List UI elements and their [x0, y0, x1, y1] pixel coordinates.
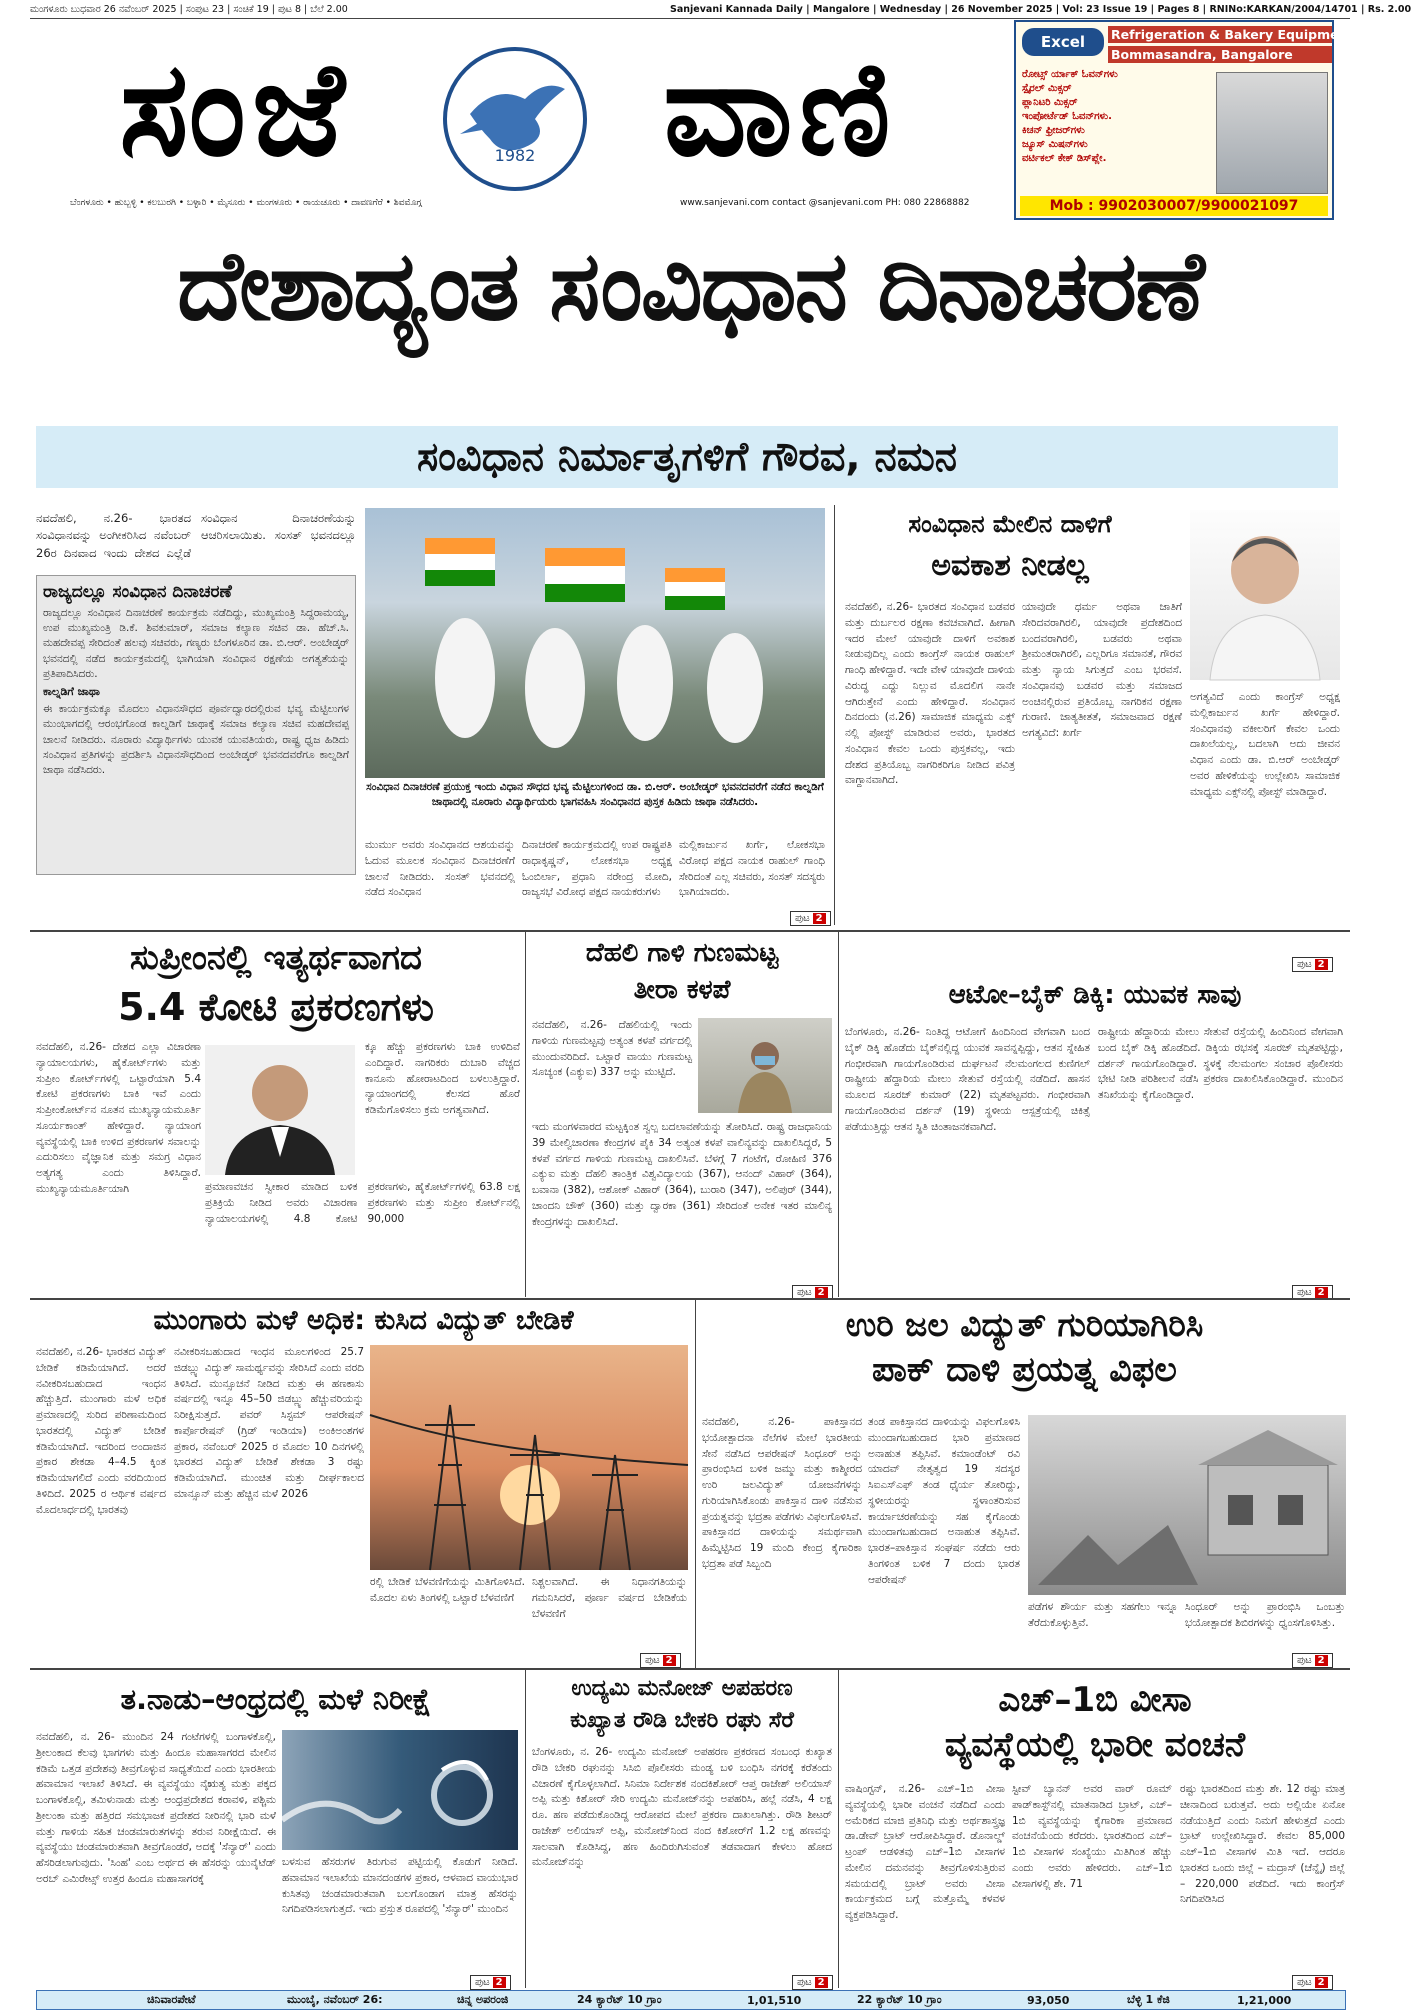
ad-mobile: Mob : 9902030007/9900021097: [1020, 196, 1328, 216]
rahul-col2: ಯಾವುದೇ ಧರ್ಮ ಅಥವಾ ಜಾತಿಗೆ ಸೇರಿದವರಾಗಿರಲಿ, ಯಾವುದೇ ಪ್ರದೇಶದಿಂದ ಬಂದವರಾಗಿರಲಿ, ಬಡವರು ಅಥವಾ ಶ್ರೀಮಂತರಾಗಿರಲಿ, ಎಲ್ಲರಿಗೂ ಸಮಾನತೆ, ಗೌರವ ಮತ್ತು ನ್ಯಾಯ ಸಿಗುತ್ತದೆ ಎಂಬ ಭರವಸೆ. ಸಂವಿಧಾನವು ಬಡವರ ಮತ್ತು ಸಮಾಜದ ಅಂಚಿನಲ್ಲಿರುವ ಪ್ರತಿಯೊಬ್ಬ ನಾಗರಿಕನ ರಕ್ಷಣಾ ಗುರಾಣಿ. ಜಾತ್ಯತೀತತೆ, ಸಮಾಜವಾದ ರಕ್ಷಣೆ ಅಗತ್ಯವಿದೆ: ಖರ್ಗೆ: [1022, 601, 1182, 739]
auto-col2: ರಾಷ್ಟ್ರೀಯ ಹೆದ್ದಾರಿಯ ಮೇಲು ಸೇತುವೆ ರಸ್ತೆಯಲ್ಲಿ ಹಿಂದಿನಿಂದ ವೇಗವಾಗಿ ಬಂದ ಬೈಕ್ ಡಿಕ್ಕಿ ಹೊಡೆದಿದೆ. ಡಿಕ್ಕಿಯ ರಭಸಕ್ಕೆ ಸೂರಜ್ ಮೃತಪಟ್ಟಿದ್ದು, ದರ್ಶನ್ ಗಾಯಗೊಂಡಿದ್ದಾರೆ. ಸ್ಥಳಕ್ಕೆ ನೆಲಮಂಗಲ ಸಂಚಾರ ಪೊಲೀಸರು ಭೇಟಿ ನೀಡಿ ಪರಿಶೀಲನೆ ನಡೆಸಿ ಪ್ರಕರಣ ದಾಖಲಿಸಿಕೊಂಡಿದ್ದಾರೆ. ಮುಂದಿನ ತನಿಖೆಯನ್ನು ಕೈಗೊಂಡಿದ್ದಾರೆ.: [1098, 1026, 1343, 1101]
top-bar-right: Sanjevani Kannada Daily | Mangalore | Wednesday | 26 November 2025 | Vol: 23 Issue 19 | Pages 8 | RNINo:KARKAN/2004/14701 | Rs. 2.00: [670, 4, 1411, 15]
masthead-contact: www.sanjevani.com contact @sanjevani.com PH: 080 22868882: [680, 198, 970, 208]
page-ref-badge[interactable]: [640, 1653, 681, 1668]
person-portrait-icon: [205, 1045, 355, 1175]
column-divider: [695, 1300, 696, 1668]
uri-headline-1: ಉರಿ ಜಲ ವಿದ್ಯುತ್ ಗುರಿಯಾಗಿರಿಸಿ: [845, 1305, 1204, 1344]
page-ref-number: 2: [493, 1977, 506, 1988]
lead-photo: [365, 508, 825, 778]
page-ref-number: 2: [813, 913, 826, 924]
ad-line: ಪ್ಲಾನಿಟರಿ ಮಿಕ್ಸರ್: [1022, 97, 1078, 108]
lead-state-box: [36, 575, 356, 875]
page-ref-label: ಪುಟ: [1297, 1287, 1312, 1298]
silver-value: 1,21,000: [1237, 1993, 1292, 2007]
udyami-headline-2: ಕುಖ್ಯಾತ ರೌಡಿ ಬೇಕರಿ ರಘು ಸೆರೆ: [570, 1708, 794, 1733]
h1b-headline-2: ವ್ಯವಸ್ಥೆಯಲ್ಲಿ ಭಾರೀ ವಂಚನೆ: [944, 1725, 1246, 1765]
page-ref-label: ಪುಟ: [797, 1977, 812, 1988]
gold-22-value: 93,050: [1027, 1993, 1070, 2007]
delhi-col1: ನವದೆಹಲಿ, ನ.26- ದೆಹಲಿಯಲ್ಲಿ ಇಂದು ಗಾಳಿಯ ಗುಣಮಟ್ಟವು ಅತ್ಯಂತ ಕಳಪೆ ವರ್ಗದಲ್ಲಿ ಮುಂದುವರಿದಿದೆ. ಒಟ್ಟಾರೆ ವಾಯು ಗುಣಮಟ್ಟ ಸೂಚ್ಯಂಕ (ಎಕ್ಯುಐ) 337 ಅನ್ನು ಮುಟ್ಟಿದೆ.: [532, 1019, 692, 1079]
uri-damage-photo: [1028, 1415, 1346, 1595]
market-place: ಮುಂಬೈ, ನವೆಂಬರ್ 26:: [287, 1993, 383, 2006]
page-ref-badge[interactable]: [470, 1975, 511, 1990]
ad-lines: [1022, 68, 1202, 166]
power-tower-icon: [370, 1345, 688, 1570]
uri-page-ref[interactable]: [1292, 1648, 1333, 1668]
section-rule: [30, 1298, 1350, 1300]
delhi-col2: ಇದು ಮಂಗಳವಾರದ ಮಟ್ಟಕ್ಕಿಂತ ಸ್ವಲ್ಪ ಬದಲಾವಣೆಯನ್ನು ತೋರಿಸಿದೆ. ರಾಷ್ಟ್ರ ರಾಜಧಾನಿಯ 39 ಮೇಲ್ವಿಚಾರಣಾ ಕೇಂದ್ರಗಳ ಪೈಕಿ 34 ಅತ್ಯಂತ ಕಳಪೆ ವಾಲಿನ್ಯವನ್ನು ದಾಖಲಿಸಿದ್ದರೆ, 5 ಕಳಪೆ ವರ್ಗದ ಗಾಳಿಯ ಗುಣಮಟ್ಟ ದಾಖಲಿಸಿವೆ. ಬೆಳಗ್ಗೆ 7 ಗಂಟೆಗೆ, ರೋಹಿಣಿ 376 ಎಕ್ಯುಐ ಮತ್ತು ದೆಹಲಿ ತಾಂತ್ರಿಕ ವಿಶ್ವವಿದ್ಯಾಲಯ (367), ಆನಂದ್ ವಿಹಾರ್ (364), ಬವಾನಾ (382), ಆಶೋಕ್ ವಿಹಾರ್ (364), ಬುರಾರಿ (347), ಅಲಿಪುರ್ (344), ಚಾಂದನಿ ಚೌಕ್ (360) ಮತ್ತು ದ್ವಾರಕಾ (361) ಸೇರಿದಂತೆ ಅನೇಕ ಇತರ ಮಾಲಿನ್ಯ ಕೇಂದ್ರಗಳನ್ನು ದಾಖಲಿಸಿದೆ.: [532, 1121, 832, 1228]
page-ref-badge[interactable]: [1292, 1975, 1333, 1990]
column-divider: [838, 932, 839, 1297]
udyami-headline-1: ಉದ್ಯಮಿ ಮನೋಜ್ ಅಪಹರಣ: [571, 1676, 793, 1701]
dove-emblem: [440, 44, 590, 194]
state-box-text: ರಾಜ್ಯದಲ್ಲೂ ಸಂವಿಧಾನ ದಿನಾಚರಣೆ ಕಾರ್ಯಕ್ರಮ ನಡೆದಿದ್ದು, ಮುಖ್ಯಮಂತ್ರಿ ಸಿದ್ದರಾಮಯ್ಯ, ಉಪ ಮುಖ್ಯಮಂತ್ರಿ ಡಿ.ಕೆ. ಶಿವಕುಮಾರ್, ಸಮಾಜ ಕಲ್ಯಾಣ ಸಚಿವ ಡಾ. ಹೆಚ್.ಸಿ. ಮಹದೇವಪ್ಪ ಸೇರಿದಂತೆ ಹಲವು ಸಚಿವರು, ಗಣ್ಯರು ಬೆಂಗಳೂರಿನ ಡಾ. ಬಿ.ಆರ್. ಅಂಬೇಡ್ಕರ್ ಭವನದಲ್ಲಿ ನಡೆದ ಕಾರ್ಯಕ್ರಮದಲ್ಲಿ ಭಾಗಿಯಾಗಿ ಸಂವಿಧಾನ ರಕ್ಷಣೆಯ ಅಗತ್ಯತೆಯನ್ನು ಪ್ರತಿಪಾದಿಸಿದರು.: [43, 607, 349, 680]
supreme-col2a: ಕ್ಕೂ ಹೆಚ್ಚು ಪ್ರಕರಣಗಳು ಬಾಕಿ ಉಳಿದಿವೆ ಎಂದಿದ್ದಾರೆ. ನಾಗರಿಕರು ದುಬಾರಿ ವೆಚ್ಚದ ಕಾನೂನು ಹೋರಾಟದಿಂದ ಬಳಲುತ್ತಿದ್ದಾರೆ. ನ್ಯಾಯಾಂಗದಲ್ಲಿ ಕೆಲಸದ ಹೊರೆ ಕಡಿಮೆಗೊಳಿಸಲು ಕ್ರಮ ಅಗತ್ಯವಾಗಿದೆ.: [365, 1041, 520, 1116]
ad-location: Bommasandra, Bangalore: [1108, 46, 1332, 63]
silver-label: ಬೆಳ್ಳಿ 1 ಕೆಜಿ: [1127, 1993, 1170, 2006]
masthead-year: 1982: [494, 146, 536, 165]
h1b-col2: ಸ್ಟೀವ್ ಬ್ಯಾನನ್ ಅವರ ವಾರ್ ರೂಮ್ ಪಾಡ್‌ಕಾಸ್ಟ್‌ನಲ್ಲಿ ಮಾತನಾಡಿದ ಬ್ರಾಟ್, ಎಚ್–1ಬಿ ವ್ಯವಸ್ಥೆಯನ್ನು ಕೈಗಾರಿಕಾ ಪ್ರಮಾಣದ ವಂಚನೆಯೆಂದು ಕರೆದರು. ಭಾರತದಿಂದ ಎಚ್–1ಬಿ ವೀಸಾಗಳ ಸಂಖ್ಯೆಯು ಮಿತಿಗಿಂತ ಹೆಚ್ಚು ಎಂದು ಅವರು ಹೇಳಿದರು. ಎಚ್–1ಬಿ ವೀಸಾಗಳಲ್ಲಿ ಶೇ. 71: [1012, 1783, 1172, 1890]
power-col2: ನವೀಕರಿಸಬಹುದಾದ ಇಂಧನ ಮೂಲಗಳಿಂದ 25.7 ಜಿಡಬ್ಲ್ಯು ವಿದ್ಯುತ್ ಸಾಮರ್ಥ್ಯವನ್ನು ಸೇರಿಸಿದೆ ಎಂದು ವರದಿ ತಿಳಿಸಿದೆ. ಮುನ್ಸೂಚನೆ ನೀಡಿದ ಮತ್ತು ಈ ಹಣಕಾಸು ವರ್ಷದಲ್ಲಿ ಇನ್ನೂ 45–50 ಜಿಡಬ್ಲ್ಯು ಹೆಚ್ಚುವರಿಯನ್ನು ನಿರೀಕ್ಷಿಸುತ್ತದೆ. ಪವರ್ ಸಿಸ್ಟಮ್ ಆಪರೇಷನ್ ಕಾರ್ಪೊರೇಷನ್ (ಗ್ರಿಡ್ ಇಂಡಿಯಾ) ಅಂಕಿಅಂಶಗಳ ಪ್ರಕಾರ, ನವೆಂಬರ್ 2025 ರ ಮೊದಲ 10 ದಿನಗಳಲ್ಲಿ ಭಾರತದ ವಿದ್ಯುತ್ ಬೇಡಿಕೆ ಶೇಕಡಾ 3 ರಷ್ಟು ಕಡಿಮೆಯಾಗಿದೆ. ಮುಂಚಿತ ಮತ್ತು ದೀರ್ಘಕಾಲದ ಮಾನ್ಸೂನ್ ಮತ್ತು ಹೆಚ್ಚಿನ ಮಳೆ 2026: [174, 1346, 364, 1500]
top-rule: [30, 18, 1350, 19]
lead-col3: ಮುರ್ಮು ಅವರು ಸಂವಿಧಾನದ ಆಶಯವನ್ನು ಓದುವ ಮೂಲಕ ಸಂವಿಧಾನ ದಿನಾಚರಣೆಗೆ ಚಾಲನೆ ನೀಡಿದರು. ಸಂಸತ್ ಭವನದಲ್ಲಿ ನಡೆದ ಸಂವಿಧಾನ: [365, 839, 515, 899]
ad-line: ವರ್ಟಿಕಲ್ ಕೇಕ್ ಡಿಸ್‌ಪ್ಲೇ.: [1022, 153, 1107, 164]
section-rule: [30, 1668, 1350, 1670]
tn-weather-photo: [282, 1730, 518, 1850]
flag-march-illustration: [365, 508, 825, 778]
masthead-title-left: ಸಂಜೆ: [119, 32, 351, 185]
power-col4: ನಿಶ್ಚಲವಾಗಿದೆ. ಈ ನಿಧಾನಗತಿಯನ್ನು ಗಮನಿಸಿದರೆ, ಪೂರ್ಣ ವರ್ಷದ ಬೇಡಿಕೆಯ ಬೆಳವಣಿಗೆ: [532, 1576, 687, 1620]
state-box-subhead: ಕಾಲ್ನಡಿಗೆ ಜಾಥಾ: [43, 685, 100, 699]
supreme-headline-2: 5.4 ಕೋಟಿ ಪ್ರಕರಣಗಳು: [118, 985, 434, 1029]
page-ref-number: 2: [663, 1655, 676, 1666]
page-ref-number: 2: [1315, 1287, 1328, 1298]
rahul-col1: ನವದೆಹಲಿ, ನ.26- ಭಾರತದ ಸಂವಿಧಾನ ಬಡವರ ಮತ್ತು ದುರ್ಬಲರ ರಕ್ಷಣಾ ಕವಚವಾಗಿದೆ. ಹೀಗಾಗಿ ಇದರ ಮೇಲೆ ಯಾವುದೇ ದಾಳಿಗೆ ಅವಕಾಶ ನೀಡುವುದಿಲ್ಲ ಎಂದು ಕಾಂಗ್ರೆಸ್ ನಾಯಕ ರಾಹುಲ್ ಗಾಂಧಿ ಹೇಳಿದ್ದಾರೆ. ಇದೇ ವೇಳೆ ಯಾವುದೇ ದಾಳಿಯ ವಿರುದ್ಧ ಎದ್ದು ನಿಲ್ಲುವ ಮೊದಲಿಗ ನಾನೇ ಆಗಿರುತ್ತೇನೆ ಎಂದು ಹೇಳಿದ್ದಾರೆ. ಸಂವಿಧಾನ ದಿನದಂದು (ನ.26) ಸಾಮಾಜಿಕ ಮಾಧ್ಯಮ ಎಕ್ಸ್ ನಲ್ಲಿ ಪೋಸ್ಟ್ ಮಾಡಿರುವ ಅವರು, ಭಾರತದ ಸಂವಿಧಾನ ಕೇವಲ ಒಂದು ಪುಸ್ತಕವಲ್ಲ, ಇದು ದೇಶದ ಪ್ರತಿಯೊಬ್ಬ ನಾಗರಿಕರಿಗೂ ನೀಡಿದ ಪವಿತ್ರ ವಾಗ್ದಾನವಾಗಿದೆ.: [845, 601, 1015, 787]
page-ref-label: ಪುಟ: [475, 1977, 490, 1988]
supreme-col1: ನವದೆಹಲಿ, ನ.26- ದೇಶದ ಎಲ್ಲಾ ವಿಚಾರಣಾ ನ್ಯಾಯಾಲಯಗಳು, ಹೈಕೋರ್ಟ್‌ಗಳು ಮತ್ತು ಸುಪ್ರೀಂ ಕೋರ್ಟ್‌ಗಳಲ್ಲಿ ಒಟ್ಟಾರೆಯಾಗಿ 5.4 ಕೋಟಿ ಪ್ರಕರಣಗಳು ಬಾಕಿ ಇವೆ ಎಂದು ಸುಪ್ರೀಂಕೋರ್ಟ್‌ನ ನೂತನ ಮುಖ್ಯನ್ಯಾಯಮೂರ್ತಿ ಸೂರ್ಯಕಾಂತ್ ಹೇಳಿದ್ದಾರೆ. ನ್ಯಾಯಾಂಗ ವ್ಯವಸ್ಥೆಯಲ್ಲಿ ಬಾಕಿ ಉಳಿದ ಪ್ರಕರಣಗಳ ಸವಾಲನ್ನು ಎದುರಿಸಲು ವೈಜ್ಞಾನಿಕ ಮತ್ತು ಸಮಗ್ರ ವಿಧಾನ ಅತ್ಯಗತ್ಯ ಎಂದು ತಿಳಿಸಿದ್ದಾರೆ. ಮುಖ್ಯನ್ಯಾಯಮೂರ್ತಿಯಾಗಿ: [36, 1041, 201, 1195]
auto-col1: ಬೆಂಗಳೂರು, ನ.26- ನಿಂತಿದ್ದ ಆಟೋಗೆ ಹಿಂದಿನಿಂದ ವೇಗವಾಗಿ ಬಂದ ಬೈಕ್ ಡಿಕ್ಕಿ ಹೊಡೆದು ಬೈಕ್‌ನಲ್ಲಿದ್ದ ಯುವಕ ಸಾವನ್ನಪ್ಪಿದ್ದು, ಆತನ ಸ್ನೇಹಿತ ಗಂಭೀರವಾಗಿ ಗಾಯಗೊಂಡಿರುವ ದುರ್ಘಟನೆ ನೆಲಮಂಗಲದ ಕುಣಿಗಲ್ ರಾಷ್ಟ್ರೀಯ ಹೆದ್ದಾರಿಯ ಮೇಲು ಸೇತುವೆ ರಸ್ತೆಯಲ್ಲಿ ನಡೆದಿದೆ. ಹಾಸನ ಮೂಲದ ಸೂರಜ್ ಕುಮಾರ್ (22) ಮೃತಪಟ್ಟವರು. ಗಂಭೀರವಾಗಿ ಗಾಯಗೊಂಡಿರುವ ದರ್ಶನ್ (19) ಸ್ಥಳೀಯ ಆಸ್ಪತ್ರೆಯಲ್ಲಿ ಚಿಕಿತ್ಸೆ ಪಡೆಯುತ್ತಿದ್ದು ಆತನ ಸ್ಥಿತಿ ಚಿಂತಾಜನಕವಾಗಿದೆ.: [845, 1026, 1090, 1133]
page-ref-number: 2: [1315, 1977, 1328, 1988]
power-headline: ಮುಂಗಾರು ಮಳೆ ಅಧಿಕ: ಕುಸಿದ ವಿದ್ಯುತ್ ಬೇಡಿಕೆ: [153, 1305, 574, 1336]
power-towers-photo: [370, 1345, 688, 1570]
tn-headline: ತ.ನಾಡು–ಆಂಧ್ರದಲ್ಲಿ ಮಳೆ ನಿರೀಕ್ಷೆ: [120, 1682, 432, 1716]
market-label: ಚಿನಿವಾರಪೇಟೆ: [147, 1993, 196, 2006]
ad-line: ಇಂಪೋರ್ಟೆಡ್ ಓವನ್‌ಗಳು.: [1022, 111, 1112, 122]
auto-page-ref[interactable]: [1292, 1280, 1333, 1300]
h1b-page-ref[interactable]: [1292, 1970, 1333, 1990]
tn-page-ref[interactable]: [470, 1970, 511, 1990]
market-bar: [36, 1990, 1346, 2010]
masthead-title-right: ವಾಣಿ: [663, 32, 897, 185]
page-ref-label: ಪುಟ: [797, 1287, 812, 1298]
rahul-col3: ಅಗತ್ಯವಿದೆ ಎಂದು ಕಾಂಗ್ರೆಸ್ ಅಧ್ಯಕ್ಷ ಮಲ್ಲಿಕಾರ್ಜುನ ಖರ್ಗೆ ಹೇಳಿದ್ದಾರೆ. ಸಂವಿಧಾನವು ವಕೀಲರಿಗೆ ಕೇವಲ ಒಂದು ದಾಖಲೆಯಲ್ಲ, ಬದಲಾಗಿ ಅದು ಜೀವನ ವಿಧಾನ ಎಂದು ಡಾ. ಬಿ.ಆರ್ ಅಂಬೇಡ್ಕರ್ ಅವರ ಹೇಳಿಕೆಯನ್ನು ಉಲ್ಲೇಖಿಸಿ ಸಾಮಾಜಿಕ ಮಾಧ್ಯಮ ಎಕ್ಸ್‌ನಲ್ಲಿ ಪೋಸ್ಟ್ ಮಾಡಿದ್ದಾರೆ.: [1190, 691, 1340, 798]
masked-person-icon: [698, 1018, 832, 1113]
editions-list: ಬೆಂಗಳೂರು • ಹುಬ್ಬಳ್ಳಿ • ಕಲಬುರಗಿ • ಬಳ್ಳಾರಿ • ಮೈಸೂರು • ಮಂಗಳೂರು • ರಾಯಚೂರು • ದಾವಣಗೆರೆ • ಶಿವಮೊಗ್ಗ: [70, 198, 422, 208]
uri-col3: ಪಡೆಗಳ ಶೌರ್ಯ ಮತ್ತು ಸಹಗೆಲು ಇನ್ನೂ ತೆರೆದುಕೊಳ್ಳುತ್ತಿವೆ.: [1028, 1601, 1178, 1629]
h1b-headline-1: ಎಚ್–1ಬಿ ವೀಸಾ: [998, 1680, 1192, 1720]
ad-product-image: [1216, 72, 1328, 194]
uri-col1: ನವದೆಹಲಿ, ನ.26- ಪಾಕಿಸ್ತಾನದ ಭಯೋತ್ಪಾದನಾ ನೆಲೆಗಳ ಮೇಲೆ ಭಾರತೀಯ ಸೇನೆ ನಡೆಸಿದ ಆಪರೇಷನ್ ಸಿಂಧೂರ್ ಅನ್ನು ಪ್ರಾರಂಭಿಸಿದ ಬಳಿಕ ಜಮ್ಮು ಮತ್ತು ಕಾಶ್ಮೀರದ ಉರಿ ಜಲವಿದ್ಯುತ್ ಯೋಜನೆಗಳನ್ನು ಗುರಿಯಾಗಿಸಿಕೊಂಡು ಪಾಕಿಸ್ತಾನ ದಾಳಿ ನಡೆಸುವ ಪ್ರಯತ್ನವನ್ನು ಭದ್ರತಾ ಪಡೆಗಳು ವಿಫಲಗೊಳಿಸಿವೆ. ಪಾಕಿಸ್ತಾನದ ದಾಳಿಯನ್ನು ಸಮರ್ಥವಾಗಿ ಹಿಮ್ಮೆಟ್ಟಿಸಿದ 19 ಮಂದಿ ಕೇಂದ್ರ ಕೈಗಾರಿಕಾ ಭದ್ರತಾ ಪಡೆ ಸಿಬ್ಬಂದಿ: [702, 1416, 862, 1570]
delhi-headline-1: ದೆಹಲಿ ಗಾಳಿ ಗುಣಮಟ್ಟ: [585, 938, 779, 968]
power-col1: ನವದೆಹಲಿ, ನ.26- ಭಾರತದ ವಿದ್ಯುತ್ ಬೇಡಿಕೆ ಕಡಿಮೆಯಾಗಿದೆ. ಅದರೆ ನವೀಕರಿಸಬಹುದಾದ ಇಂಧನ ಹೆಚ್ಚುತ್ತಿದೆ. ಮುಂಗಾರು ಮಳೆ ಅಧಿಕ ಪ್ರಮಾಣದಲ್ಲಿ ಸುರಿದ ಪರಿಣಾಮದಿಂದ ಭಾರತದಲ್ಲಿ ವಿದ್ಯುತ್ ಬೇಡಿಕೆ ಕಡಿಮೆಯಾಗಿದೆ. ಇದರಿಂದ ಅಂದಾಜಿನ ಪ್ರಕಾರ ಶೇಕಡಾ 4–4.5 ಕ್ಕಿಂತ ಕಡಿಮೆಯಾಗಲಿದೆ ಎಂದು ವರದಿಯಿಂದ ತಿಳಿದಿದೆ. 2025 ರ ಆರ್ಥಿಕ ವರ್ಷದ ಮೊದಲಾರ್ಧದಲ್ಲಿ ಭಾರತವು: [36, 1346, 166, 1516]
power-col3: ರಲ್ಲಿ ಬೇಡಿಕೆ ಬೆಳವಣಿಗೆಯನ್ನು ಮಿತಿಗೊಳಿಸಿದೆ. ಮೊದಲ ಏಳು ತಿಂಗಳಲ್ಲಿ ಒಟ್ಟಾರೆ ಬೆಳವಣಿಗೆ: [370, 1576, 525, 1604]
rahul-headline-2: ಅವಕಾಶ ನೀಡಲ್ಲ: [931, 548, 1089, 583]
ad-line: ಸ್ಪೈರಲ್ ಮಿಕ್ಸರ್: [1022, 83, 1072, 94]
column-divider: [525, 1670, 526, 1988]
page-ref-number: 2: [815, 1287, 828, 1298]
page-ref-label: ಪುಟ: [1297, 959, 1312, 970]
ad-title: Refrigeration & Bakery Equipment: [1108, 26, 1332, 43]
uri-col2: ತಂಡ ಪಾಕಿಸ್ತಾನದ ದಾಳಿಯನ್ನು ವಿಫಲಗೊಳಿಸಿ ಮುಂದಾಗಬಹುದಾದ ಭಾರಿ ಪ್ರಮಾಣದ ಅನಾಹುತ ತಪ್ಪಿಸಿವೆ. ಕಮಾಂಡೆಂಟ್ ರವಿ ಯಾದವ್ ನೇತೃತ್ವದ 19 ಸದಸ್ಯರ ಸಿಐಎಸ್‌ಎಫ್ ತಂಡ ಧೈರ್ಯ ತೋರಿದ್ದು, ಸ್ಥಳೀಯರನ್ನು ಸ್ಥಳಾಂತರಿಸುವ ಕಾರ್ಯಾಚರಣೆಯನ್ನು ಸಹ ಕೈಗೊಂಡು ಮುಂದಾಗಬಹುದಾದ ಅನಾಹುತ ತಪ್ಪಿಸಿವೆ. ಭಾರತ–ಪಾಕಿಸ್ತಾನ ಸಂಘರ್ಷ ನಡೆದು ಆರು ತಿಂಗಳಿಂತ ಬಳಿಕ 7 ದಂದು ಭಾರತ ಆಪರೇಷನ್: [868, 1416, 1020, 1586]
rahul-page-ref[interactable]: [1292, 952, 1333, 972]
lead-col4: ದಿನಾಚರಣೆ ಕಾರ್ಯಕ್ರಮದಲ್ಲಿ ಉಪ ರಾಷ್ಟ್ರಪತಿ ರಾಧಾಕೃಷ್ಣನ್, ಲೋಕಸಭಾ ಅಧ್ಯಕ್ಷ ಓಂಬಿರ್ಲಾ, ಪ್ರಧಾನಿ ನರೇಂದ್ರ ಮೋದಿ, ರಾಜ್ಯಸಭೆ ವಿರೋಧ ಪಕ್ಷದ ನಾಯಕರುಗಳು: [522, 839, 672, 899]
lead-col5: ಮಲ್ಲಿಕಾರ್ಜುನ ಖರ್ಗೆ, ಲೋಕಸಭಾ ವಿರೋಧ ಪಕ್ಷದ ನಾಯಕ ರಾಹುಲ್ ಗಾಂಧಿ ಸೇರಿದಂತೆ ಎಲ್ಲ ಸಚಿವರು, ಸಂಸತ್ ಸದಸ್ಯರು ಭಾಗಿಯಾದರು.: [679, 839, 825, 899]
uri-headline-2: ಪಾಕ್ ದಾಳಿ ಪ್ರಯತ್ನ ವಿಫಲ: [872, 1350, 1177, 1390]
person-portrait-icon: [1190, 510, 1340, 680]
lead-page-ref[interactable]: [790, 906, 831, 926]
gold-24-label: 24 ಕ್ಯಾರೆಟ್ 10 ಗ್ರಾಂ: [577, 1993, 662, 2006]
state-box-headline: ರಾಜ್ಯದಲ್ಲೂ ಸಂವಿಧಾನ ದಿನಾಚರಣೆ: [43, 582, 232, 602]
delhi-smog-photo: [698, 1018, 832, 1113]
cji-portrait: [205, 1045, 355, 1175]
supreme-delhi-page-ref[interactable]: [792, 1280, 833, 1300]
ad-brand: Excel: [1022, 28, 1104, 56]
lead-headline: ದೇಶಾದ್ಯಂತ ಸಂವಿಧಾನ ದಿನಾಚರಣೆ: [177, 230, 1203, 342]
cyclone-icon: [282, 1730, 518, 1850]
gold-label: ಚಿನ್ನ ಅಪರಂಜಿ: [457, 1993, 509, 2006]
gold-24-value: 1,01,510: [747, 1993, 802, 2007]
page-ref-label: ಪುಟ: [1297, 1977, 1312, 1988]
supreme-col2b: ಪ್ರಮಾಣವಚನ ಸ್ವೀಕಾರ ಮಾಡಿದ ಬಳಿಕ ಪ್ರತಿಕ್ರಿಯೆ ನೀಡಿದ ಅವರು ವಿಚಾರಣಾ ನ್ಯಾಯಾಲಯಗಳಲ್ಲಿ 4.8 ಕೋಟಿ ಪ್ರಕರಣಗಳು, ಹೈಕೋರ್ಟ್‌ಗಳಲ್ಲಿ 63.8 ಲಕ್ಷ ಪ್ರಕರಣಗಳು ಮತ್ತು ಸುಪ್ರೀಂ ಕೋರ್ಟ್‌ನಲ್ಲಿ 90,000: [205, 1181, 520, 1225]
rahul-portrait: [1190, 510, 1340, 680]
ad-box[interactable]: [1014, 20, 1354, 220]
page-ref-label: ಪುಟ: [1297, 1655, 1312, 1666]
page-ref-number: 2: [815, 1977, 828, 1988]
top-bar-left: ಮಂಗಳೂರು ಬುಧವಾರ 26 ನವೆಂಬರ್ 2025 | ಸಂಪುಟ 23 | ಸಂಚಿಕೆ 19 | ಪುಟ 8 | ಬೆಲೆ 2.00: [30, 4, 348, 15]
page-ref-badge[interactable]: [790, 911, 831, 926]
tn-col2: ಬಳಸುವ ಹೆಸರುಗಳ ತಿರುಗುವ ಪಟ್ಟಿಯಲ್ಲಿ ಕೊಡುಗೆ ನೀಡಿದೆ. ಹವಾಮಾನ ಇಲಾಖೆಯ ಮಾನದಂಡಗಳ ಪ್ರಕಾರ, ಆಳವಾದ ವಾಯುಭಾರ ಕುಸಿತವು ಚಂಡಮಾರುತವಾಗಿ ಬಲಗೊಂಡಾಗ ಮಾತ್ರ ಹೆಸರನ್ನು ನಿಗದಿಪಡಿಸಲಾಗುತ್ತದೆ. ಇದು ಪ್ರಸ್ತುತ ರೂಪದಲ್ಲಿ 'ಸೆನ್ಯಾರ್' ಮುಂದಿನ: [282, 1856, 518, 1916]
page-ref-number: 2: [1315, 1655, 1328, 1666]
gold-22-label: 22 ಕ್ಯಾರೆಟ್ 10 ಗ್ರಾಂ: [857, 1993, 942, 2006]
masthead-logo: [60, 24, 960, 196]
ad-line: ಕಿಚನ್ ಫ್ರೀಜರ್‌ಗಳು: [1022, 125, 1085, 136]
page-ref-label: ಪುಟ: [645, 1655, 660, 1666]
page-ref-badge[interactable]: [1292, 1653, 1333, 1668]
power-page-ref[interactable]: [640, 1648, 681, 1668]
udyami-page-ref[interactable]: [792, 1970, 833, 1990]
auto-headline: ಆಟೋ–ಬೈಕ್ ಡಿಕ್ಕಿ: ಯುವಕ ಸಾವು: [948, 980, 1242, 1010]
page-ref-badge[interactable]: [1292, 957, 1333, 972]
h1b-col3: ರಷ್ಟು ಭಾರತದಿಂದ ಮತ್ತು ಶೇ. 12 ರಷ್ಟು ಮಾತ್ರ ಚೀನಾದಿಂದ ಬರುತ್ತವೆ. ಅದು ಅಲ್ಲಿಯೇ ಏನೋ ನಡೆಯುತ್ತಿದೆ ಎಂದು ನಿಮಗೆ ಹೇಳುತ್ತದೆ ಎಂದು ಬ್ರಾಟ್ ಉಲ್ಲೇಖಿಸಿದ್ದಾರೆ. ಕೇವಲ 85,000 ಎಚ್–1ಬಿ ವೀಸಾಗಳ ಮಿತಿ ಇದೆ. ಆದರೂ ಭಾರತದ ಒಂದು ಜಿಲ್ಲೆ – ಮದ್ರಾಸ್ (ಚೆನ್ನೈ) ಜಿಲ್ಲೆ – 220,000 ಪಡೆದಿದೆ. ಇದು ಕಾಂಗ್ರೆಸ್ ನಿಗದಿಪಡಿಸಿದ: [1180, 1783, 1345, 1906]
lead-subhead: ಸಂವಿಧಾನ ನಿರ್ಮಾತೃಗಳಿಗೆ ಗೌರವ, ನಮನ: [36, 426, 1338, 488]
page-ref-label: ಪುಟ: [795, 913, 810, 924]
ad-line: ರೋಟ್ಸ್ ರ್ಯಾಕ್ ಓವನ್‌ಗಳು: [1022, 69, 1118, 80]
udyami-col1: ಬೆಂಗಳೂರು, ನ. 26- ಉದ್ಯಮಿ ಮನೋಜ್ ಅಪಹರಣ ಪ್ರಕರಣದ ಸಂಬಂಧ ಕುಖ್ಯಾತ ರೌಡಿ ಬೇಕರಿ ರಘುನನ್ನು ಸಿಸಿಬಿ ಪೊಲೀಸರು ಮಂಡ್ಯ ಬಳಿ ಬಂಧಿಸಿ ನಗರಕ್ಕೆ ಕರೆತಂದು ವಿಚಾರಣೆ ಕೈಗೊಳ್ಳಲಾಗಿದೆ. ಸಿನಿಮಾ ನಿರ್ದೇಶಕ ನಂದಕಿಶೋರ್ ಆಪ್ತ ರಾಜೇಶ್ ಅಲಿಯಾಸ್ ಅಪ್ಪಿ ಮತ್ತು ಕಿಶೋರ್ ಸೇರಿ ಉದ್ಯಮಿ ಮನೋಜ್‌ನನ್ನು ಅಪಹರಿಸಿ, ಹಲ್ಲೆ ನಡೆಸಿ, 4 ಲಕ್ಷ ರೂ. ಹಣ ಪಡೆದುಕೊಂಡಿದ್ದ ಆರೋಪದ ಮೇಲೆ ಪ್ರಕರಣ ದಾಖಲಾಗಿತ್ತು. ರೌಡಿ ಶೀಟರ್ ರಾಜೇಶ್ ಅಲಿಯಾಸ್ ಅಪ್ಪಿ, ಮನೋಜ್‌ನಿಂದ ನಂದ ಕಿಶೋರ್‌ಗೆ 1.2 ಲಕ್ಷ ಹಣವನ್ನು ಸಾಲವಾಗಿ ಕೊಡಿಸಿದ್ದ, ಹಣ ಹಿಂದಿರುಗಿಸುವಂತೆ ತಡವಾದಾಗ ಕೇಳಲು ಹೋದ ಮನೋಜ್‌ನನ್ನು: [532, 1746, 832, 1869]
dove-icon: [440, 44, 590, 194]
page-ref-number: 2: [1315, 959, 1328, 970]
state-box-text2: ಈ ಕಾರ್ಯಕ್ರಮಕ್ಕೂ ಮೊದಲು ವಿಧಾನಸೌಧದ ಪೂರ್ವದ್ವಾರದಲ್ಲಿರುವ ಭವ್ಯ ಮೆಟ್ಟಿಲುಗಳ ಮುಂಭಾಗದಲ್ಲಿ ಆರಂಭಗೊಂಡ ಕಾಲ್ನಡಿಗೆ ಜಾಥಾಕ್ಕೆ ಸಮಾಜ ಕಲ್ಯಾಣ ಸಚಿವ ಮಹದೇವಪ್ಪ ಚಾಲನೆ ನೀಡಿದರು. ನೂರಾರು ವಿದ್ಯಾರ್ಥಿಗಳು ಯುವಕ ಯುವತಿಯರು, ರಾಷ್ಟ್ರ ಧ್ವಜ ಹಿಡಿದು ಸಂವಿಧಾನ ಪ್ರತಿಗಳನ್ನು ಪ್ರದರ್ಶಿಸಿ ವಿಧಾನಸೌಧದಿಂದ ಅಂಬೇಡ್ಕರ್ ಭವನದವರೆಗೂ ಕಾಲ್ನಡಿಗೆ ಜಾಥಾ ನಡೆಸಿದರು.: [43, 703, 349, 776]
column-divider: [838, 1670, 839, 1988]
lead-photo-caption: ಸಂವಿಧಾನ ದಿನಾಚರಣೆ ಪ್ರಯುಕ್ತ ಇಂದು ವಿಧಾನ ಸೌಧದ ಭವ್ಯ ಮೆಟ್ಟಿಲುಗಳಿಂದ ಡಾ. ಬಿ.ಆರ್. ಅಂಬೇಡ್ಕರ್ ಭವನದವರೆಗೆ ನಡೆದ ಕಾಲ್ನಡಿಗೆ ಜಾಥಾದಲ್ಲಿ ನೂರಾರು ವಿದ್ಯಾರ್ಥಿಯರು ಭಾಗವಹಿಸಿ ಸಂವಿಧಾನದ ಪುಸ್ತಕ ಹಿಡಿದು ಜಾಥಾ ನಡೆಸಿದರು.: [366, 781, 824, 809]
tn-col1: ನವದೆಹಲಿ, ನ. 26- ಮುಂದಿನ 24 ಗಂಟೆಗಳಲ್ಲಿ ಬಂಗಾಳಕೊಲ್ಲಿ, ಶ್ರೀಲಂಕಾದ ಕೆಲವು ಭಾಗಗಳು ಮತ್ತು ಹಿಂದೂ ಮಹಾಸಾಗರದ ಮೇಲಿನ ಕಡಿಮೆ ಒತ್ತಡ ಪ್ರದೇಶವು ತೀವ್ರಗೊಳ್ಳುವ ಸಾಧ್ಯತೆಯಿದೆ ಎಂದು ಭಾರತೀಯ ಹವಾಮಾನ ಇಲಾಖೆ ತಿಳಿಸಿದೆ. ಈ ವ್ಯವಸ್ಥೆಯು ನೈಋತ್ಯ ಮತ್ತು ಪಕ್ಕದ ಬಂಗಾಳಕೊಲ್ಲಿ, ತಮಿಳುನಾಡು ಮತ್ತು ಆಂಧ್ರಪ್ರದೇಶದ ಕರಾವಳಿ, ಪಶ್ಚಿಮ ಶ್ರೀಲಂಕಾ ಮತ್ತು ಹತ್ತಿರದ ಸಮಭಾಜಕ ಪ್ರದೇಶದ ನೀರಿನಲ್ಲಿ ಭಾರಿ ಮಳೆ ಮತ್ತು ಗಾಳಿಯ ಸಹಿತ ಚಂಡಮಾರುತಗಳನ್ನು ತರುವ ನಿರೀಕ್ಷೆಯಿದೆ. ಈ ವ್ಯವಸ್ಥೆಯು ಚಂಡಮಾರುತವಾಗಿ ತೀವ್ರಗೊಂಡರೆ, ಅದಕ್ಕೆ 'ಸೆನ್ಯಾರ್' ಎಂದು ಹೆಸರಿಡಲಾಗುವುದು. 'ಸಿಂಹ' ಎಂಬ ಅರ್ಥದ ಈ ಹೆಸರನ್ನು ಯುನೈಟೆಡ್ ಅರಬ್ ಎಮಿರೇಟ್ಸ್ ಉತ್ತರ ಹಿಂದೂ ಮಹಾಸಾಗರಕ್ಕೆ: [36, 1731, 276, 1885]
lead-intro: ನವದೆಹಲಿ, ನ.26- ಭಾರತದ ಸಂವಿಧಾನವನ್ನು ಅಂಗೀಕರಿಸಿದ ನವೆಂಬರ್ 26ರ ದಿನವಾದ ಇಂದು ದೇಶದ ಎಲ್ಲೆಡೆ ಸಂವಿಧಾನ ದಿನಾಚರಣೆಯನ್ನು ಆಚರಿಸಲಾಯಿತು. ಸಂಸತ್ ಭವನದಲ್ಲೂ: [36, 511, 356, 560]
delhi-headline-2: ತೀರಾ ಕಳಪೆ: [633, 975, 731, 1005]
h1b-col1: ವಾಷಿಂಗ್ಟನ್, ನ.26- ಎಚ್–1ಬಿ ವೀಸಾ ವ್ಯವಸ್ಥೆಯಲ್ಲಿ ಭಾರೀ ವಂಚನೆ ನಡೆದಿದೆ ಎಂದು ಅಮೆರಿಕದ ಮಾಜಿ ಪ್ರತಿನಿಧಿ ಮತ್ತು ಅರ್ಥಶಾಸ್ತ್ರಜ್ಞ ಡಾ.ಡೇವ್ ಬ್ರಾಟ್ ಆರೋಪಿಸಿದ್ದಾರೆ. ಡೊನಾಲ್ಡ್ ಟ್ರಂಪ್ ಆಡಳಿತವು ಎಚ್–1ಬಿ ವೀಸಾಗಳ ಮೇಲಿನ ದಮನವನ್ನು ತೀವ್ರಗೊಳಿಸುತ್ತಿರುವ ಸಮಯದಲ್ಲಿ ಬ್ರಾಟ್ ಅವರು ವೀಸಾ ಕಾರ್ಯಕ್ರಮದ ಬಗ್ಗೆ ಮತ್ತೊಮ್ಮೆ ಕಳವಳ ವ್ಯಕ್ತಪಡಿಸಿದ್ದಾರೆ.: [845, 1783, 1005, 1921]
column-divider: [525, 932, 526, 1297]
damaged-building-icon: [1028, 1415, 1346, 1595]
page-ref-badge[interactable]: [792, 1975, 833, 1990]
rahul-headline-1: ಸಂವಿಧಾನ ಮೇಲಿನ ದಾಳಿಗೆ: [908, 510, 1112, 538]
uri-col4: ಸಿಂಧೂರ್ ಅನ್ನು ಪ್ರಾರಂಭಿಸಿ ಒಂಬತ್ತು ಭಯೋತ್ಪಾದಕ ಶಿಬಿರಗಳನ್ನು ಧ್ವಂಸಗೊಳಿಸಿತ್ತು.: [1185, 1601, 1345, 1629]
column-divider: [834, 505, 835, 925]
ad-line: ಜ್ಯೂಸ್ ಮಿಷನ್‌ಗಳು: [1022, 139, 1088, 150]
section-rule: [30, 930, 1350, 932]
supreme-headline-1: ಸುಪ್ರೀಂನಲ್ಲಿ ಇತ್ಯರ್ಥವಾಗದ: [129, 938, 423, 978]
